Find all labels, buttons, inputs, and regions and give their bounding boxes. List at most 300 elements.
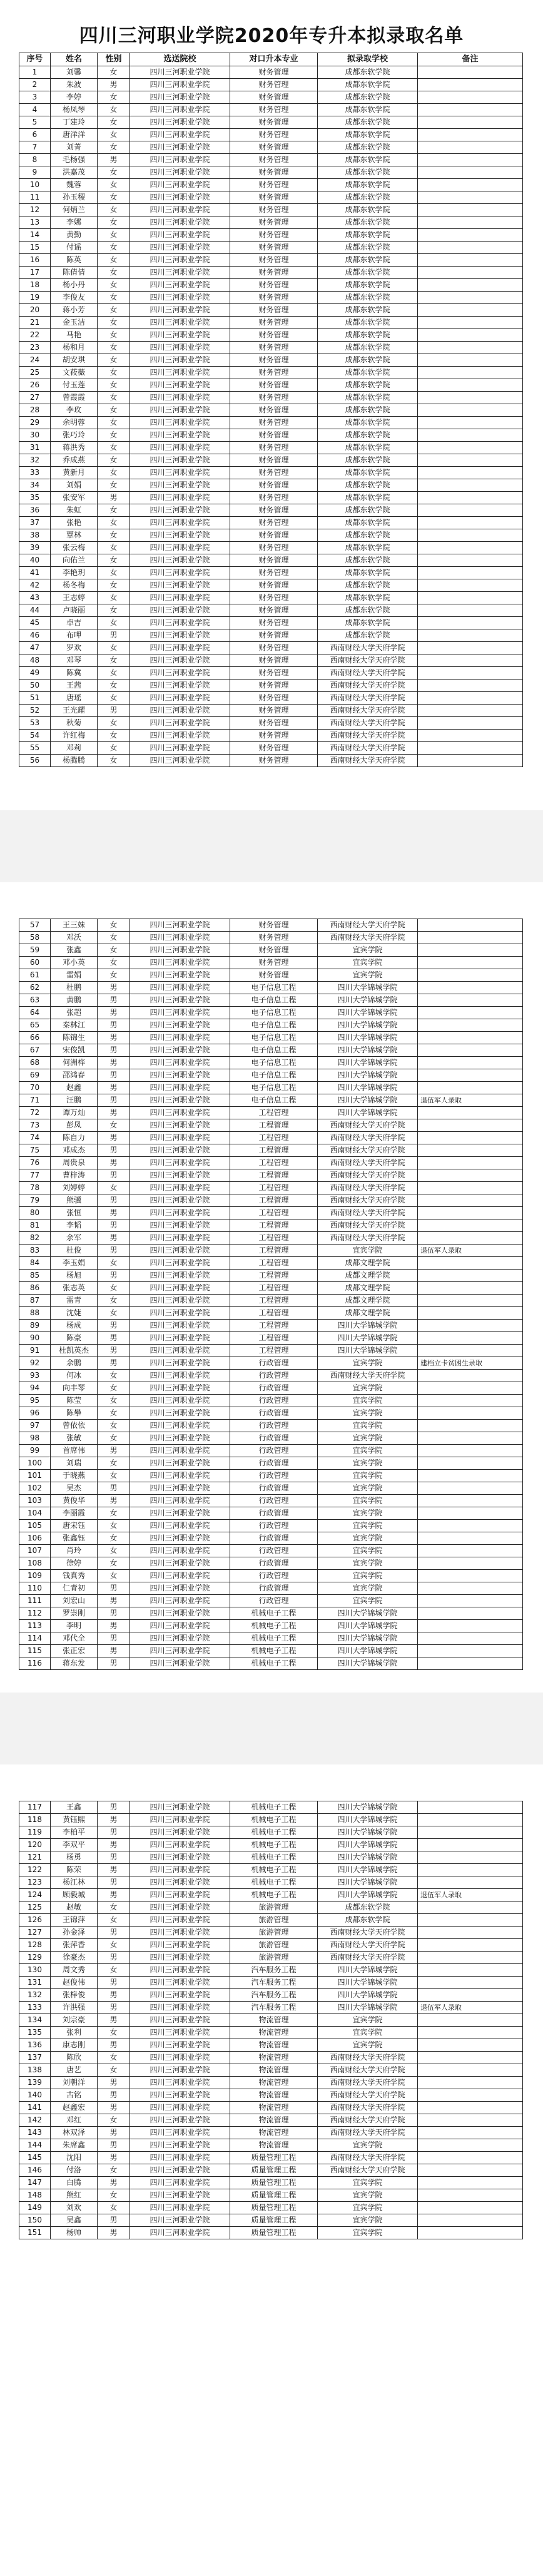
cell-gender: 女 <box>98 1395 130 1407</box>
cell-note <box>418 1132 523 1144</box>
cell-gender: 女 <box>98 2064 130 2077</box>
cell-gender: 女 <box>98 604 130 617</box>
cell-name: 张巧玲 <box>51 429 98 442</box>
cell-gender: 女 <box>98 680 130 692</box>
cell-name: 刘娟 <box>51 479 98 492</box>
cell-note <box>418 2052 523 2064</box>
cell-gender: 女 <box>98 1182 130 1194</box>
cell-major: 财务管理 <box>230 191 318 204</box>
table-row <box>19 1582 523 1595</box>
cell-note <box>418 2152 523 2164</box>
cell-major: 财务管理 <box>230 542 318 554</box>
table-row <box>19 1532 523 1545</box>
cell-school: 四川三河职业学院 <box>130 542 230 554</box>
cell-name: 刘宗豪 <box>51 2014 98 2027</box>
cell-note <box>418 1157 523 1169</box>
table-row <box>19 1245 523 1257</box>
cell-school: 四川三河职业学院 <box>130 1470 230 1482</box>
cell-name: 朱波 <box>51 79 98 91</box>
cell-name: 古铭 <box>51 2089 98 2102</box>
cell-seq: 104 <box>19 1507 51 1520</box>
cell-target-school: 成都东软学院 <box>318 492 418 504</box>
cell-school: 四川三河职业学院 <box>130 1595 230 1607</box>
cell-gender: 女 <box>98 2052 130 2064</box>
cell-target-school: 成都东软学院 <box>318 529 418 542</box>
cell-gender: 女 <box>98 1457 130 1470</box>
cell-major: 财务管理 <box>230 379 318 392</box>
cell-seq: 8 <box>19 154 51 166</box>
table-row <box>19 994 523 1007</box>
cell-school: 四川三河职业学院 <box>130 1044 230 1057</box>
cell-seq: 40 <box>19 554 51 567</box>
cell-target-school: 成都东软学院 <box>318 216 418 229</box>
cell-target-school: 宜宾学院 <box>318 1557 418 1570</box>
cell-school: 四川三河职业学院 <box>130 2052 230 2064</box>
cell-major: 财务管理 <box>230 104 318 116</box>
cell-name: 宋俊凯 <box>51 1044 98 1057</box>
cell-target-school: 西南财经大学天府学院 <box>318 1132 418 1144</box>
cell-gender: 女 <box>98 317 130 329</box>
table-row <box>19 254 523 267</box>
cell-school: 四川三河职业学院 <box>130 66 230 79</box>
cell-gender: 女 <box>98 292 130 304</box>
cell-school: 四川三河职业学院 <box>130 969 230 982</box>
column-header: 对口升本专业 <box>230 53 318 66</box>
cell-target-school: 成都东软学院 <box>318 179 418 191</box>
cell-school: 四川三河职业学院 <box>130 1814 230 1826</box>
cell-major: 旅游管理 <box>230 1914 318 1927</box>
document-page-3 <box>0 1764 543 2576</box>
cell-note <box>418 1876 523 1889</box>
cell-gender: 女 <box>98 642 130 654</box>
cell-target-school: 成都文理学院 <box>318 1295 418 1307</box>
cell-major: 质量管理工程 <box>230 2177 318 2189</box>
cell-school: 四川三河职业学院 <box>130 1977 230 1989</box>
cell-major: 工程管理 <box>230 1157 318 1169</box>
cell-seq: 91 <box>19 1345 51 1357</box>
cell-school: 四川三河职业学院 <box>130 116 230 129</box>
table-row <box>19 2139 523 2152</box>
cell-target-school: 西南财经大学天府学院 <box>318 2102 418 2114</box>
table-row <box>19 1257 523 1270</box>
cell-gender: 男 <box>98 1839 130 1851</box>
table-row <box>19 79 523 91</box>
cell-major: 财务管理 <box>230 267 318 279</box>
cell-school: 四川三河职业学院 <box>130 1332 230 1345</box>
cell-school: 四川三河职业学院 <box>130 1182 230 1194</box>
cell-gender: 女 <box>98 542 130 554</box>
cell-name: 张恒 <box>51 1207 98 1219</box>
cell-school: 四川三河职业学院 <box>130 2089 230 2102</box>
cell-seq: 75 <box>19 1144 51 1157</box>
cell-note <box>418 1432 523 1445</box>
cell-seq: 105 <box>19 1520 51 1532</box>
table-row <box>19 479 523 492</box>
cell-gender: 女 <box>98 104 130 116</box>
cell-note <box>418 479 523 492</box>
cell-seq: 1 <box>19 66 51 79</box>
cell-major: 工程管理 <box>230 1119 318 1132</box>
cell-school: 四川三河职业学院 <box>130 442 230 454</box>
cell-seq: 122 <box>19 1864 51 1876</box>
cell-note <box>418 667 523 680</box>
cell-note <box>418 1977 523 1989</box>
cell-target-school: 成都东软学院 <box>318 342 418 354</box>
cell-name: 陈冀 <box>51 667 98 680</box>
cell-note <box>418 279 523 292</box>
cell-note <box>418 982 523 994</box>
cell-name: 刘馨 <box>51 66 98 79</box>
cell-gender: 女 <box>98 579 130 592</box>
cell-target-school: 西南财经大学天府学院 <box>318 932 418 944</box>
cell-major: 物流管理 <box>230 2127 318 2139</box>
cell-school: 四川三河职业学院 <box>130 2177 230 2189</box>
cell-major: 工程管理 <box>230 1270 318 1282</box>
cell-major: 质量管理工程 <box>230 2202 318 2214</box>
cell-target-school: 成都东软学院 <box>318 454 418 467</box>
cell-gender: 男 <box>98 1801 130 1814</box>
cell-note <box>418 1989 523 2002</box>
table-row <box>19 542 523 554</box>
cell-note <box>418 329 523 342</box>
cell-seq: 43 <box>19 592 51 604</box>
table-row <box>19 982 523 994</box>
cell-gender: 男 <box>98 1157 130 1169</box>
cell-name: 张鑫 <box>51 944 98 957</box>
cell-gender: 男 <box>98 1595 130 1607</box>
cell-seq: 102 <box>19 1482 51 1495</box>
cell-gender: 男 <box>98 154 130 166</box>
cell-note <box>418 392 523 404</box>
table-row <box>19 1182 523 1194</box>
table-row <box>19 957 523 969</box>
table-row <box>19 680 523 692</box>
cell-major: 质量管理工程 <box>230 2189 318 2202</box>
cell-name: 曾依依 <box>51 1420 98 1432</box>
cell-target-school: 成都东软学院 <box>318 254 418 267</box>
table-row <box>19 317 523 329</box>
cell-target-school: 宜宾学院 <box>318 1495 418 1507</box>
cell-note <box>418 529 523 542</box>
cell-seq: 37 <box>19 517 51 529</box>
cell-note <box>418 969 523 982</box>
table-row <box>19 2227 523 2239</box>
cell-school: 四川三河职业学院 <box>130 1219 230 1232</box>
cell-major: 财务管理 <box>230 404 318 417</box>
cell-name: 周贵泉 <box>51 1157 98 1169</box>
cell-school: 四川三河职业学院 <box>130 755 230 767</box>
table-row <box>19 2127 523 2139</box>
cell-target-school: 四川大学锦城学院 <box>318 1107 418 1119</box>
cell-note <box>418 1864 523 1876</box>
cell-gender: 男 <box>98 994 130 1007</box>
cell-school: 四川三河职业学院 <box>130 367 230 379</box>
cell-name: 吴鑫 <box>51 2214 98 2227</box>
column-header: 性别 <box>98 53 130 66</box>
cell-target-school: 成都东软学院 <box>318 417 418 429</box>
cell-name: 王三妹 <box>51 919 98 932</box>
cell-gender: 女 <box>98 1370 130 1382</box>
cell-school: 四川三河职业学院 <box>130 579 230 592</box>
cell-note <box>418 2077 523 2089</box>
cell-major: 行政管理 <box>230 1395 318 1407</box>
cell-note <box>418 1495 523 1507</box>
cell-gender: 女 <box>98 404 130 417</box>
cell-name: 李艳玥 <box>51 567 98 579</box>
cell-school: 四川三河职业学院 <box>130 2164 230 2177</box>
cell-school: 四川三河职业学院 <box>130 1964 230 1977</box>
cell-seq: 16 <box>19 254 51 267</box>
cell-gender: 女 <box>98 692 130 705</box>
cell-name: 陈莹 <box>51 1395 98 1407</box>
cell-major: 财务管理 <box>230 680 318 692</box>
cell-school: 四川三河职业学院 <box>130 919 230 932</box>
cell-major: 机械电子工程 <box>230 1851 318 1864</box>
cell-seq: 80 <box>19 1207 51 1219</box>
cell-major: 行政管理 <box>230 1570 318 1582</box>
cell-note <box>418 204 523 216</box>
cell-seq: 108 <box>19 1557 51 1570</box>
cell-major: 物流管理 <box>230 2139 318 2152</box>
cell-note <box>418 2102 523 2114</box>
cell-gender: 女 <box>98 944 130 957</box>
cell-name: 刘瑞 <box>51 1457 98 1470</box>
cell-seq: 30 <box>19 429 51 442</box>
cell-school: 四川三河职业学院 <box>130 379 230 392</box>
cell-target-school: 西南财经大学天府学院 <box>318 1182 418 1194</box>
cell-school: 四川三河职业学院 <box>130 1801 230 1814</box>
cell-major: 财务管理 <box>230 479 318 492</box>
cell-major: 行政管理 <box>230 1595 318 1607</box>
cell-target-school: 四川大学锦城学院 <box>318 982 418 994</box>
cell-school: 四川三河职业学院 <box>130 417 230 429</box>
cell-school: 四川三河职业学院 <box>130 1645 230 1657</box>
cell-school: 四川三河职业学院 <box>130 2064 230 2077</box>
table-row <box>19 1520 523 1532</box>
table-body <box>19 66 523 767</box>
cell-seq: 23 <box>19 342 51 354</box>
cell-seq: 36 <box>19 504 51 517</box>
cell-major: 机械电子工程 <box>230 1645 318 1657</box>
cell-major: 行政管理 <box>230 1370 318 1382</box>
cell-seq: 137 <box>19 2052 51 2064</box>
cell-target-school: 西南财经大学天府学院 <box>318 680 418 692</box>
cell-major: 电子信息工程 <box>230 1007 318 1019</box>
cell-target-school: 宜宾学院 <box>318 1507 418 1520</box>
cell-name: 曹梓涛 <box>51 1169 98 1182</box>
cell-school: 四川三河职业学院 <box>130 1245 230 1257</box>
cell-target-school: 西南财经大学天府学院 <box>318 1194 418 1207</box>
table-row <box>19 2002 523 2014</box>
cell-gender: 男 <box>98 1094 130 1107</box>
cell-note <box>418 579 523 592</box>
cell-seq: 60 <box>19 957 51 969</box>
cell-major: 工程管理 <box>230 1307 318 1320</box>
cell-major: 工程管理 <box>230 1345 318 1357</box>
table-row <box>19 2064 523 2077</box>
cell-note <box>418 1620 523 1632</box>
cell-target-school: 四川大学锦城学院 <box>318 1094 418 1107</box>
cell-target-school: 西南财经大学天府学院 <box>318 742 418 755</box>
cell-school: 四川三河职业学院 <box>130 204 230 216</box>
cell-name: 付玉莲 <box>51 379 98 392</box>
cell-target-school: 宜宾学院 <box>318 1545 418 1557</box>
cell-school: 四川三河职业学院 <box>130 1132 230 1144</box>
cell-gender: 女 <box>98 479 130 492</box>
cell-target-school: 成都东软学院 <box>318 554 418 567</box>
cell-school: 四川三河职业学院 <box>130 1382 230 1395</box>
cell-note <box>418 267 523 279</box>
cell-gender: 女 <box>98 517 130 529</box>
cell-target-school: 四川大学锦城学院 <box>318 1632 418 1645</box>
cell-seq: 32 <box>19 454 51 467</box>
cell-name: 刘宏山 <box>51 1595 98 1607</box>
table-row <box>19 1507 523 1520</box>
cell-note <box>418 1532 523 1545</box>
cell-target-school: 宜宾学院 <box>318 1457 418 1470</box>
cell-name: 李玉娟 <box>51 1257 98 1270</box>
cell-gender: 男 <box>98 1927 130 1939</box>
table-row <box>19 1570 523 1582</box>
cell-name: 孙金泽 <box>51 1927 98 1939</box>
cell-note <box>418 957 523 969</box>
cell-name: 蒋东发 <box>51 1657 98 1670</box>
cell-school: 四川三河职业学院 <box>130 292 230 304</box>
cell-school: 四川三河职业学院 <box>130 492 230 504</box>
table-row <box>19 1814 523 1826</box>
cell-major: 质量管理工程 <box>230 2152 318 2164</box>
cell-note <box>418 1557 523 1570</box>
cell-name: 肖玲 <box>51 1545 98 1557</box>
cell-note <box>418 1851 523 1864</box>
cell-name: 周文秀 <box>51 1964 98 1977</box>
table-row <box>19 1169 523 1182</box>
table-row <box>19 1082 523 1094</box>
table-row <box>19 944 523 957</box>
cell-note <box>418 1964 523 1977</box>
table-row <box>19 1545 523 1557</box>
cell-target-school: 西南财经大学天府学院 <box>318 692 418 705</box>
table-row <box>19 1964 523 1977</box>
cell-note <box>418 680 523 692</box>
cell-name: 于晓燕 <box>51 1470 98 1482</box>
admission-table-3 <box>19 1801 523 2239</box>
cell-major: 汽车服务工程 <box>230 1977 318 1989</box>
cell-name: 邵鸿春 <box>51 1069 98 1082</box>
cell-name: 向丰琴 <box>51 1382 98 1395</box>
table-row <box>19 367 523 379</box>
cell-name: 陈倩倩 <box>51 267 98 279</box>
cell-target-school: 成都东软学院 <box>318 1914 418 1927</box>
cell-major: 物流管理 <box>230 2064 318 2077</box>
cell-school: 四川三河职业学院 <box>130 1282 230 1295</box>
cell-gender: 女 <box>98 1570 130 1582</box>
cell-note <box>418 1207 523 1219</box>
cell-target-school: 宜宾学院 <box>318 1520 418 1532</box>
cell-school: 四川三河职业学院 <box>130 2039 230 2052</box>
cell-seq: 5 <box>19 116 51 129</box>
cell-seq: 114 <box>19 1632 51 1645</box>
cell-major: 财务管理 <box>230 417 318 429</box>
cell-note <box>418 1182 523 1194</box>
cell-note <box>418 1901 523 1914</box>
column-header: 姓名 <box>51 53 98 66</box>
cell-target-school: 四川大学锦城学院 <box>318 1889 418 1901</box>
table-row <box>19 2177 523 2189</box>
cell-gender: 男 <box>98 2214 130 2227</box>
cell-seq: 17 <box>19 267 51 279</box>
cell-seq: 81 <box>19 1219 51 1232</box>
cell-school: 四川三河职业学院 <box>130 517 230 529</box>
cell-target-school: 成都东软学院 <box>318 66 418 79</box>
cell-seq: 76 <box>19 1157 51 1169</box>
cell-note <box>418 2139 523 2152</box>
cell-seq: 35 <box>19 492 51 504</box>
table-row <box>19 2164 523 2177</box>
cell-gender: 女 <box>98 654 130 667</box>
cell-school: 四川三河职业学院 <box>130 1582 230 1595</box>
table-row <box>19 1044 523 1057</box>
cell-major: 财务管理 <box>230 454 318 467</box>
cell-note <box>418 1307 523 1320</box>
cell-major: 物流管理 <box>230 2027 318 2039</box>
cell-target-school: 宜宾学院 <box>318 1432 418 1445</box>
cell-name: 魏蓉 <box>51 179 98 191</box>
cell-target-school: 西南财经大学天府学院 <box>318 1370 418 1382</box>
cell-name: 首席伟 <box>51 1445 98 1457</box>
cell-gender: 女 <box>98 1914 130 1927</box>
cell-gender: 女 <box>98 1507 130 1520</box>
cell-seq: 128 <box>19 1939 51 1952</box>
cell-major: 旅游管理 <box>230 1901 318 1914</box>
cell-major: 财务管理 <box>230 279 318 292</box>
cell-note <box>418 2064 523 2077</box>
cell-note <box>418 994 523 1007</box>
cell-school: 四川三河职业学院 <box>130 1270 230 1282</box>
cell-school: 四川三河职业学院 <box>130 1432 230 1445</box>
cell-name: 罗欢 <box>51 642 98 654</box>
cell-seq: 53 <box>19 717 51 730</box>
table-row <box>19 1057 523 1069</box>
cell-gender: 女 <box>98 717 130 730</box>
cell-gender: 男 <box>98 1194 130 1207</box>
cell-note: 建档立卡贫困生录取 <box>418 1357 523 1370</box>
cell-school: 四川三河职业学院 <box>130 529 230 542</box>
cell-name: 汪鹏 <box>51 1094 98 1107</box>
cell-gender: 男 <box>98 2227 130 2239</box>
cell-name: 王光耀 <box>51 705 98 717</box>
cell-target-school: 成都东软学院 <box>318 166 418 179</box>
cell-school: 四川三河职业学院 <box>130 1570 230 1582</box>
cell-school: 四川三河职业学院 <box>130 479 230 492</box>
cell-name: 杨小丹 <box>51 279 98 292</box>
cell-seq: 149 <box>19 2202 51 2214</box>
cell-school: 四川三河职业学院 <box>130 504 230 517</box>
cell-note <box>418 254 523 267</box>
cell-target-school: 西南财经大学天府学院 <box>318 705 418 717</box>
cell-seq: 34 <box>19 479 51 492</box>
cell-target-school: 西南财经大学天府学院 <box>318 755 418 767</box>
cell-target-school: 宜宾学院 <box>318 1357 418 1370</box>
cell-name: 余军 <box>51 1232 98 1245</box>
cell-note <box>418 1395 523 1407</box>
cell-target-school: 西南财经大学天府学院 <box>318 1119 418 1132</box>
cell-gender: 男 <box>98 1270 130 1282</box>
cell-note: 退伍军人录取 <box>418 2002 523 2014</box>
cell-target-school: 宜宾学院 <box>318 1482 418 1495</box>
cell-name: 赵俊伟 <box>51 1977 98 1989</box>
admission-table-2 <box>19 919 523 1670</box>
